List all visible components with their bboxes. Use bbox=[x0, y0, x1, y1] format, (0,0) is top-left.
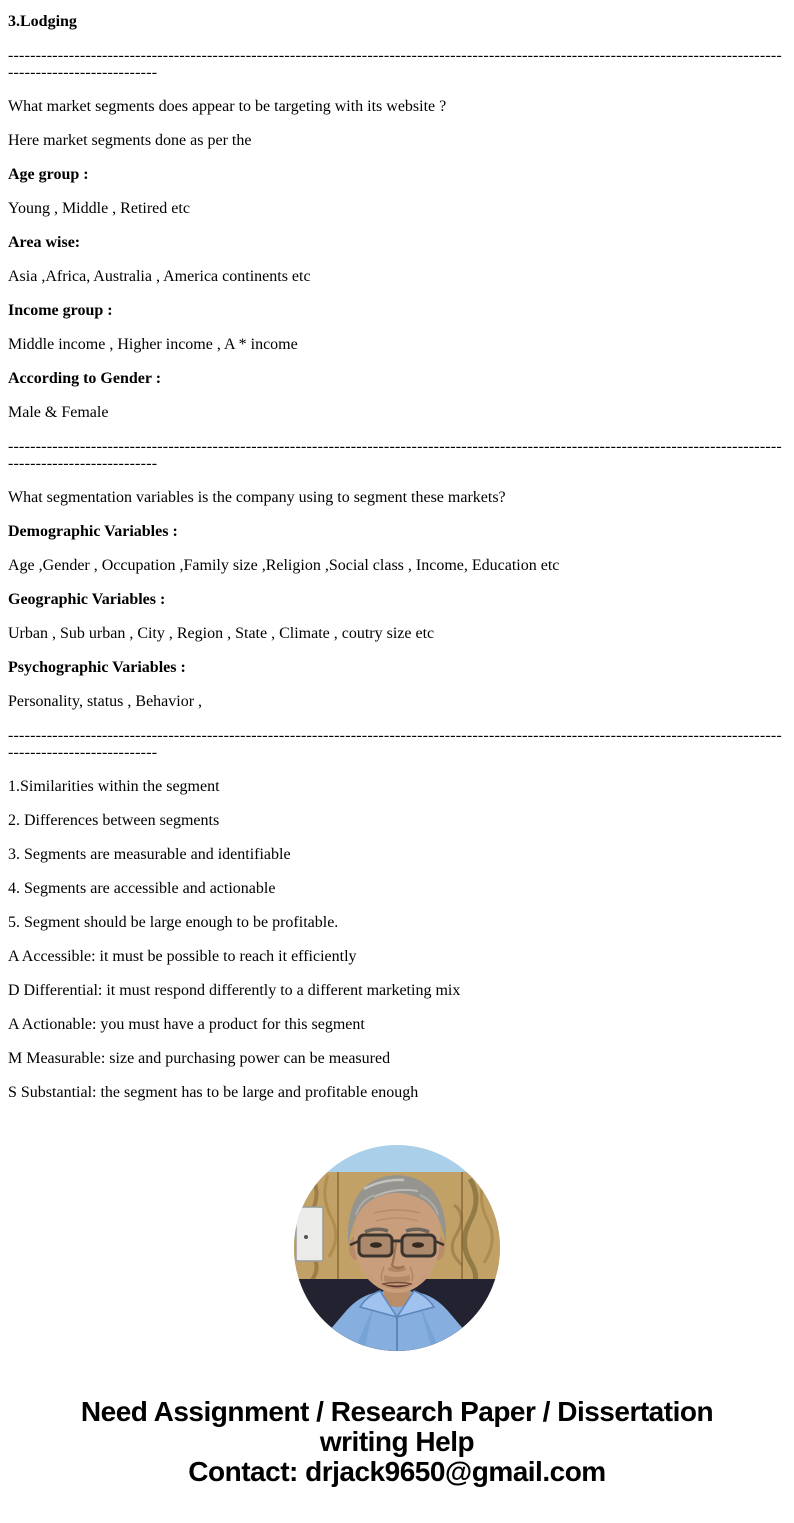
dashed-separator: ----------------------------------------------------------------------------------------------------------------------------------------------------------------------- bbox=[8, 47, 782, 81]
paragraph: What market segments does appear to be targeting with its website ? bbox=[8, 98, 447, 115]
paragraph: A Actionable: you must have a product for this segment bbox=[8, 1016, 365, 1033]
heading-geographic: Geographic Variables : bbox=[8, 591, 166, 608]
paragraph: Urban , Sub urban , City , Region , State , Climate , coutry size etc bbox=[8, 625, 435, 642]
paragraph: Male & Female bbox=[8, 404, 109, 421]
paragraph: Asia ,Africa, Australia , America continents etc bbox=[8, 268, 311, 285]
paragraph: D Differential: it must respond differently to a different marketing mix bbox=[8, 982, 461, 999]
paragraph: S Substantial: the segment has to be large and profitable enough bbox=[8, 1084, 419, 1101]
paragraph: Young , Middle , Retired etc bbox=[8, 200, 190, 217]
heading-age-group: Age group : bbox=[8, 166, 89, 183]
paragraph: Middle income , Higher income , A * income bbox=[8, 336, 298, 353]
dashed-separator: ----------------------------------------------------------------------------------------------------------------------------------------------------------------------- bbox=[8, 438, 782, 472]
portrait-photo-image bbox=[294, 1145, 500, 1351]
list-item: 3. Segments are measurable and identifiable bbox=[8, 846, 291, 863]
list-item: 4. Segments are accessible and actionable bbox=[8, 880, 276, 897]
advertisement-banner bbox=[8, 1397, 786, 1487]
paragraph: M Measurable: size and purchasing power can be measured bbox=[8, 1050, 391, 1067]
list-item: 1.Similarities within the segment bbox=[8, 778, 220, 795]
heading-area-wise: Area wise: bbox=[8, 234, 81, 251]
paragraph: A Accessible: it must be possible to reach it efficiently bbox=[8, 948, 357, 965]
banner-contact-email: Contact: drjack9650@gmail.com bbox=[188, 1456, 606, 1487]
dashed-separator: ----------------------------------------------------------------------------------------------------------------------------------------------------------------------- bbox=[8, 727, 782, 761]
paragraph: Here market segments done as per the bbox=[8, 132, 252, 149]
section-title: 3.Lodging bbox=[8, 13, 77, 30]
heading-income-group: Income group : bbox=[8, 302, 113, 319]
banner-line-2: writing Help bbox=[319, 1426, 475, 1457]
heading-gender: According to Gender : bbox=[8, 370, 162, 387]
paragraph: Personality, status , Behavior , bbox=[8, 693, 203, 710]
banner-line-1: Need Assignment / Research Paper / Dissertation bbox=[80, 1396, 714, 1427]
list-item: 2. Differences between segments bbox=[8, 812, 220, 829]
paragraph: What segmentation variables is the company using to segment these markets? bbox=[8, 489, 506, 506]
paragraph: Age ,Gender , Occupation ,Family size ,Religion ,Social class , Income, Education etc bbox=[8, 557, 560, 574]
document-body bbox=[8, 13, 786, 1101]
heading-psychographic: Psychographic Variables : bbox=[8, 659, 186, 676]
list-item: 5. Segment should be large enough to be profitable. bbox=[8, 914, 339, 931]
heading-demographic: Demographic Variables : bbox=[8, 523, 178, 540]
portrait-photo bbox=[8, 1145, 786, 1351]
